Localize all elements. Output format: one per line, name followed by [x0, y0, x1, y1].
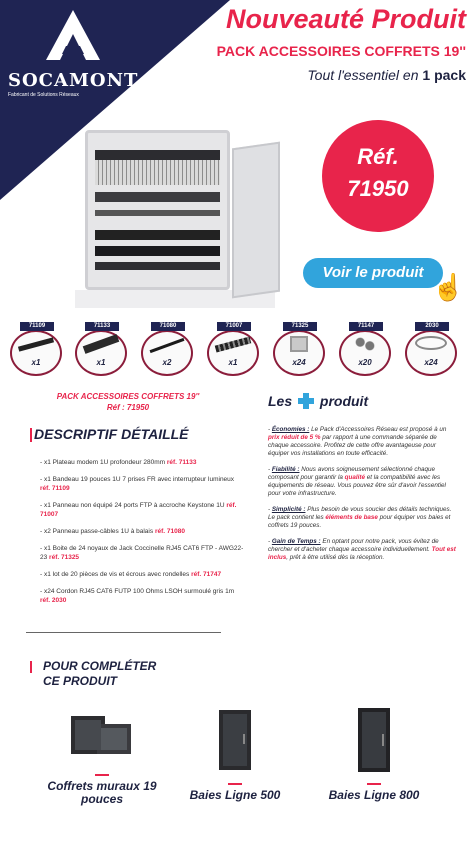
item-ref: réf. 71747 — [191, 571, 222, 578]
accessory-item[interactable] — [339, 322, 391, 378]
item-ref: réf. 71133 — [166, 459, 197, 466]
description-item: - x1 lot de 20 pièces de vis et écrous avec rondelles réf. 71747 — [40, 571, 222, 578]
related-product-coffrets[interactable] — [42, 708, 162, 806]
accessory-circle — [207, 330, 259, 376]
item-ref: réf. 71007 — [40, 502, 237, 518]
benefit-item: - Économies : Le Pack d'Accessoires Réseau est proposé à un prix réduit de 5 % par rapport à une commande séparée de chaque accessoire. Profitez de cette offre avantageuse pour équiper vos installations en toute efficacité. — [268, 426, 447, 457]
section-accent-bar — [30, 661, 32, 673]
brand-tagline: Fabricant de Solutions Réseaux — [8, 92, 79, 98]
item-ref: réf. 2030 — [40, 597, 67, 604]
description-heading: DESCRIPTIF DÉTAILLÉ — [34, 426, 189, 442]
item-ref: réf. 71325 — [49, 554, 80, 561]
accessory-qty: x1 — [228, 358, 238, 367]
socamont-logo-icon — [36, 8, 110, 70]
accessory-ref: 71080 — [151, 322, 185, 331]
brand-logo[interactable] — [8, 8, 138, 98]
complete-heading: POUR COMPLÉTER CE PRODUIT — [43, 659, 157, 688]
benefit-item: - Gain de Temps : En optant pour notre pack, vous évitez de chercher et d'acheter chaque accessoire individuellement. Tout est inclus, prêt à être utilisé dès la réception. — [268, 538, 456, 561]
section-accent-bar — [30, 428, 32, 442]
voir-produit-button[interactable]: Voir le produit — [303, 258, 443, 288]
accessory-item[interactable] — [75, 322, 127, 378]
accessory-circle — [75, 330, 127, 376]
rack-800-icon — [354, 708, 394, 772]
accessories-row — [10, 322, 470, 378]
rack-unit — [95, 150, 220, 160]
rack-unit — [95, 246, 220, 256]
hero-subtitle: PACK ACCESSOIRES COFFRETS 19'' — [216, 43, 466, 59]
benefit-item: - Fiabilité : Nous avons soigneusement sélectionné chaque composant pour garantir la qualité et la compatibilité avec les équipements de réseau. Vous pouvez être sûr d'avoir l'essentiel pour votre infrastructure. — [268, 466, 446, 497]
screws-icon — [353, 335, 377, 353]
rj45-jack-icon — [290, 336, 308, 352]
reference-number: 71950 — [347, 176, 409, 201]
red-dash — [367, 783, 381, 785]
wall-cabinet-icon — [67, 708, 137, 763]
benefits-heading — [268, 393, 368, 409]
accessory-item[interactable] — [405, 322, 457, 378]
description-item: - x2 Panneau passe-câbles 1U à balais réf. 71080 — [40, 528, 185, 535]
accessory-circle — [141, 330, 193, 376]
accessory-item[interactable] — [273, 322, 325, 378]
patch-cord-icon — [415, 336, 447, 350]
accessory-qty: x1 — [31, 358, 41, 367]
red-dash — [95, 774, 109, 776]
related-product-label: Baies Ligne 800 — [328, 788, 420, 802]
benefit-item: - Simplicité : Plus besoin de vous soucier des détails techniques. Le pack contient les éléments de base pour équiper vos baies et coffrets 19 pouces. — [268, 506, 452, 529]
accessory-circle — [10, 330, 62, 376]
item-ref: réf. 71080 — [154, 528, 185, 535]
rack-500-icon — [215, 708, 255, 772]
accessory-ref: 71109 — [20, 322, 54, 331]
pack-title-line: PACK ACCESSOIRES COFFRETS 19'' — [56, 392, 200, 401]
description-list — [40, 458, 245, 613]
accessory-ref: 71325 — [283, 322, 317, 331]
red-dash — [228, 783, 242, 785]
accessory-ref: 71007 — [217, 322, 251, 331]
divider-line — [26, 632, 221, 633]
hero-tagline-bold: 1 pack — [422, 67, 466, 83]
rack-unit — [95, 192, 220, 202]
description-item: - x1 Panneau non équipé 24 ports FTP à accroche Keystone 1U réf. 71007 — [40, 502, 237, 518]
reference-badge — [322, 120, 434, 232]
accessory-item[interactable] — [207, 322, 259, 378]
related-product-label: Coffrets muraux 19 pouces — [47, 779, 157, 806]
description-item: - x1 Boite de 24 noyaux de Jack Coccinelle RJ45 CAT6 FTP - AWG22-23 réf. 71325 — [40, 545, 244, 561]
rack-unit — [95, 230, 220, 240]
item-ref: réf. 71109 — [40, 485, 70, 492]
accessory-qty: x2 — [162, 358, 172, 367]
accessory-qty: x24 — [424, 358, 438, 367]
benefits-list — [268, 426, 458, 570]
reference-label: Réf. — [357, 144, 399, 169]
description-item: - x1 Plateau modem 1U profondeur 280mm réf. 71133 — [40, 459, 197, 466]
accessory-qty: x24 — [292, 358, 306, 367]
benefits-heading-post: produit — [319, 393, 369, 409]
rack-unit — [95, 262, 220, 270]
product-cabinet-image — [75, 120, 285, 310]
cabinet-door — [232, 142, 280, 299]
brand-name: SOCAMONT — [8, 70, 139, 91]
pointer-hand-icon: ☝ — [432, 272, 465, 302]
rack-cables — [95, 160, 220, 185]
related-product-label: Baies Ligne 500 — [189, 788, 281, 802]
pack-ref-line: Réf : 71950 — [106, 403, 150, 412]
accessory-qty: x20 — [358, 358, 372, 367]
hero-title: Nouveauté Produit — [225, 4, 466, 34]
related-product-baies-800[interactable] — [314, 708, 434, 802]
related-product-baies-500[interactable] — [175, 708, 295, 802]
description-item: - x24 Cordon RJ45 CAT6 FUTP 100 Ohms LSOH surmoulé gris 1m réf. 2030 — [40, 588, 235, 604]
accessory-item[interactable] — [141, 322, 193, 378]
hero-tagline-pre: Tout l'essentiel en — [307, 67, 419, 83]
hero-tagline — [307, 67, 466, 83]
pack-title — [28, 391, 228, 413]
accessory-item[interactable] — [10, 322, 62, 378]
plus-icon — [298, 393, 314, 409]
accessory-ref: 2030 — [415, 322, 449, 331]
benefits-heading-pre: Les — [268, 393, 293, 409]
accessory-qty: x1 — [96, 358, 106, 367]
accessory-ref: 71147 — [349, 322, 383, 331]
description-item: - x1 Bandeau 19 pouces 1U 7 prises FR avec interrupteur lumineux réf. 71109 — [40, 476, 235, 492]
accessory-ref: 71133 — [85, 322, 119, 331]
rack-unit — [95, 210, 220, 216]
